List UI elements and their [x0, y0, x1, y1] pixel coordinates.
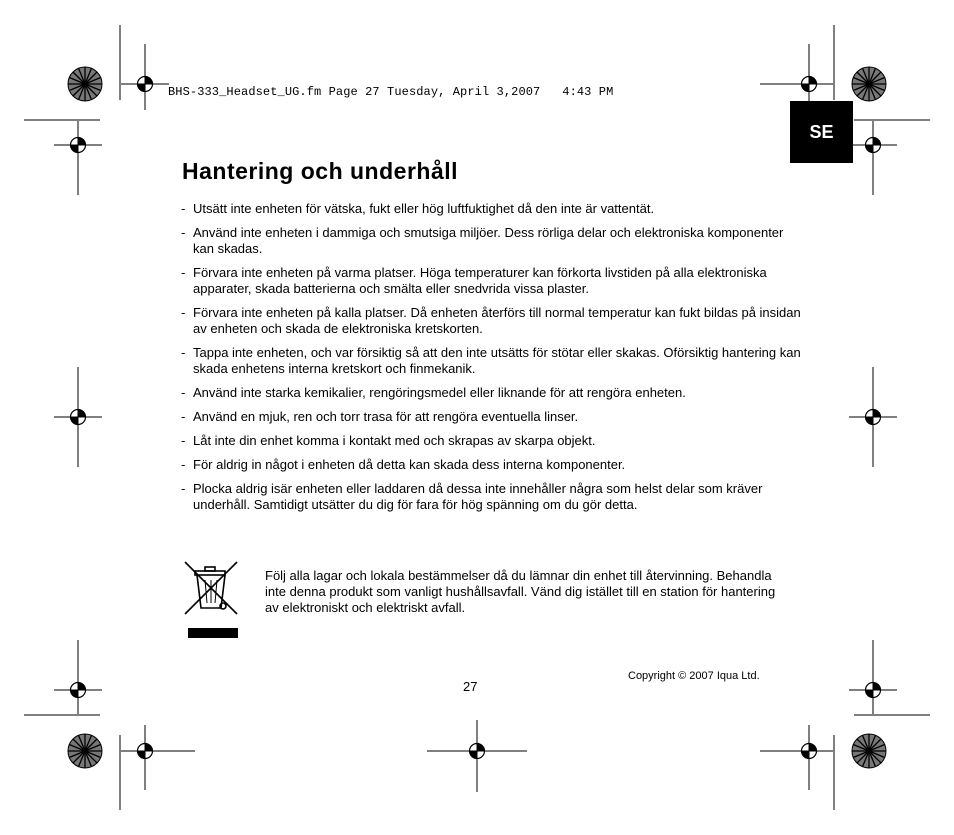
- bullet-dash: -: [181, 201, 186, 216]
- bullet-dash: -: [181, 305, 186, 320]
- list-item-text: För aldrig in något i enheten då detta kan skada dess interna komponenter.: [193, 457, 626, 472]
- list-item: [181, 385, 806, 401]
- list-item: [181, 409, 806, 425]
- list-item-text: Använd en mjuk, ren och torr trasa för att rengöra eventuella linser.: [193, 409, 579, 424]
- list-item: [181, 433, 806, 449]
- list-item: [181, 225, 806, 257]
- care-instructions-list: [181, 201, 806, 521]
- list-item-text: Tappa inte enheten, och var försiktig så att den inte utsätts för stötar eller skakas. Oförsiktig hantering kan skada enhetens interna kretskort och finmekanik.: [193, 345, 801, 376]
- list-item: [181, 265, 806, 297]
- list-item: [181, 345, 806, 377]
- list-item-text: Förvara inte enheten på varma platser. Höga temperaturer kan förkorta livstiden på alla elektroniska apparater, skada batterierna och smälta eller snedvrida vissa plaster.: [193, 265, 767, 296]
- bullet-dash: -: [181, 457, 186, 472]
- bullet-dash: -: [181, 385, 186, 400]
- crossed-out-wheelie-bin-icon: [181, 560, 243, 640]
- list-item-text: Utsätt inte enheten för vätska, fukt eller hög luftfuktighet då den inte är vattentät.: [193, 201, 655, 216]
- bullet-dash: -: [181, 433, 186, 448]
- bullet-dash: -: [181, 345, 186, 360]
- bullet-dash: -: [181, 225, 186, 240]
- page-number: 27: [463, 679, 478, 694]
- list-item-text: Använd inte enheten i dammiga och smutsiga miljöer. Dess rörliga delar och elektroniska komponenter kan skadas.: [193, 225, 784, 256]
- language-tab: SE: [790, 101, 853, 163]
- bullet-dash: -: [181, 409, 186, 424]
- bullet-dash: -: [181, 265, 186, 280]
- list-item: [181, 481, 806, 513]
- list-item: [181, 305, 806, 337]
- recycling-notice: Följ alla lagar och lokala bestämmelser då du lämnar din enhet till återvinning. Behandla inte denna produkt som vanligt hushållsavfall. Vänd dig istället till en station för hantering av elektroniskt och elektriskt avfall.: [265, 568, 776, 615]
- copyright-notice: Copyright © 2007 Iqua Ltd.: [628, 670, 760, 682]
- list-item: [181, 201, 806, 217]
- page-title: Hantering och underhåll: [182, 158, 459, 184]
- list-item-text: Låt inte din enhet komma i kontakt med och skrapas av skarpa objekt.: [193, 433, 596, 448]
- list-item: [181, 457, 806, 473]
- list-item-text: Plocka aldrig isär enheten eller laddaren då dessa inte innehåller några som helst delar som kräver underhåll. Samtidigt utsätter du dig för fara för hög spänning om du gör detta.: [193, 481, 763, 512]
- list-item-text: Använd inte starka kemikalier, rengöringsmedel eller liknande för att rengöra enheten.: [193, 385, 686, 400]
- bullet-dash: -: [181, 481, 186, 496]
- print-header-line: BHS-333_Headset_UG.fm Page 27 Tuesday, April 3,2007 4:43 PM: [168, 85, 614, 99]
- list-item-text: Förvara inte enheten på kalla platser. Då enheten återförs till normal temperatur kan fukt bildas på insidan av enheten och skada de elektroniska kretskorten.: [193, 305, 801, 336]
